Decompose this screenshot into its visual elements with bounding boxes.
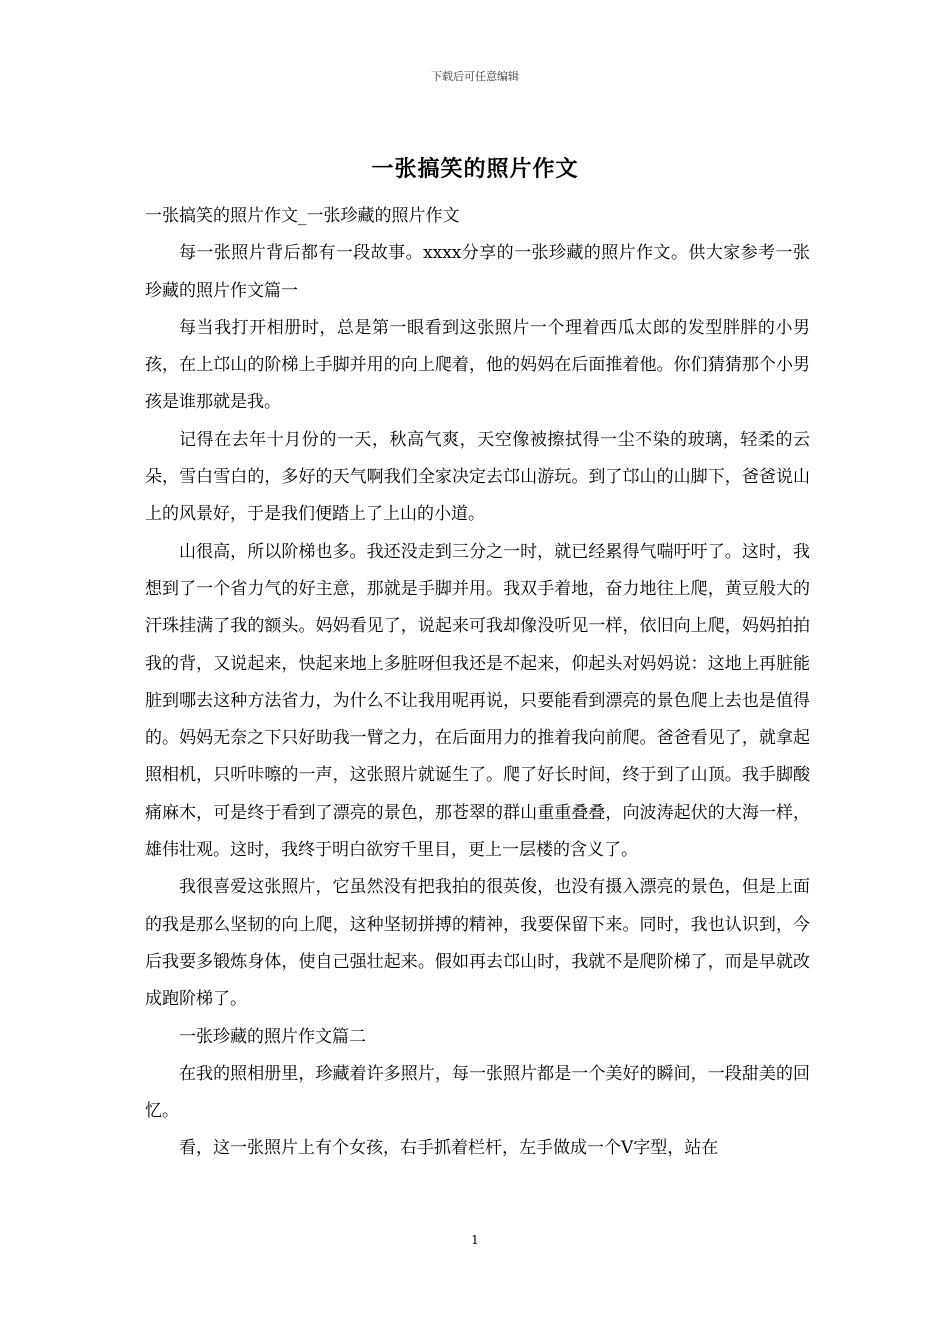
paragraph: 每当我打开相册时，总是第一眼看到这张照片一个理着西瓜太郎的发型胖胖的小男孩，在上邙山的阶梯上手脚并用的向上爬着，他的妈妈在后面推着他。你们猜猜那个小男孩是谁那就是我。 bbox=[145, 317, 810, 413]
paragraph: 看，这一张照片上有个女孩，右手抓着栏杆，左手做成一个V字型，站在 bbox=[179, 1138, 719, 1159]
paragraph: 在我的照相册里，珍藏着许多照片，每一张照片都是一个美好的瞬间，一段甜美的回忆。 bbox=[145, 1063, 810, 1122]
page-header: 下载后可任意编辑 bbox=[431, 70, 519, 83]
document-title: 一张搞笑的照片作文 bbox=[371, 156, 579, 182]
paragraph: 记得在去年十月份的一天，秋高气爽，天空像被擦拭得一尘不染的玻璃，轻柔的云朵，雪白雪白的，多好的天气啊我们全家决定去邙山游玩。到了邙山的山脚下，爸爸说山上的风景好，于是我们便踏上了上山的小道。 bbox=[145, 429, 810, 525]
section-heading: 一张珍藏的照片作文篇二 bbox=[179, 1026, 366, 1047]
paragraph: 我很喜爱这张照片，它虽然没有把我拍的很英俊，也没有摄入漂亮的景色，但是上面的我是那么坚韧的向上爬，这种坚韧拼搏的精神，我要保留下来。同时，我也认识到，今后我要多锻炼身体，使自己强壮起来。假如再去邙山时，我就不是爬阶梯了，而是早就改成跑阶梯了。 bbox=[145, 877, 810, 1010]
paragraph: 山很高，所以阶梯也多。我还没走到三分之一时，就已经累得气喘吁吁了。这时，我想到了一个省力气的好主意，那就是手脚并用。我双手着地，奋力地往上爬，黄豆般大的汗珠挂满了我的额头。妈妈看见了，说起来可我却像没听见一样，依旧向上爬，妈妈拍拍我的背，又说起来，快起来地上多脏呀但我还是不起来，仰起头对妈妈说：这地上再脏能脏到哪去这种方法省力，为什么不让我用呢再说，只要能看到漂亮的景色爬上去也是值得的。妈妈无奈之下只好助我一臂之力，在后面用力的推着我向前爬。爸爸看见了，就拿起照相机，只听咔嚓的一声，这张照片就诞生了。爬了好长时间，终于到了山顶。我手脚酸痛麻木，可是终于看到了漂亮的景色，那苍翠的群山重重叠叠，向波涛起伏的大海一样，雄伟壮观。这时，我终于明白欲穷千里目，更上一层楼的含义了。 bbox=[145, 541, 810, 861]
paragraph: 每一张照片背后都有一段故事。xxxx分享的一张珍藏的照片作文。供大家参考一张珍藏的照片作文篇一 bbox=[145, 243, 810, 301]
paragraph: 一张搞笑的照片作文_一张珍藏的照片作文 bbox=[145, 206, 460, 226]
document-body bbox=[145, 198, 810, 1168]
page-number: 1 bbox=[471, 1233, 479, 1247]
